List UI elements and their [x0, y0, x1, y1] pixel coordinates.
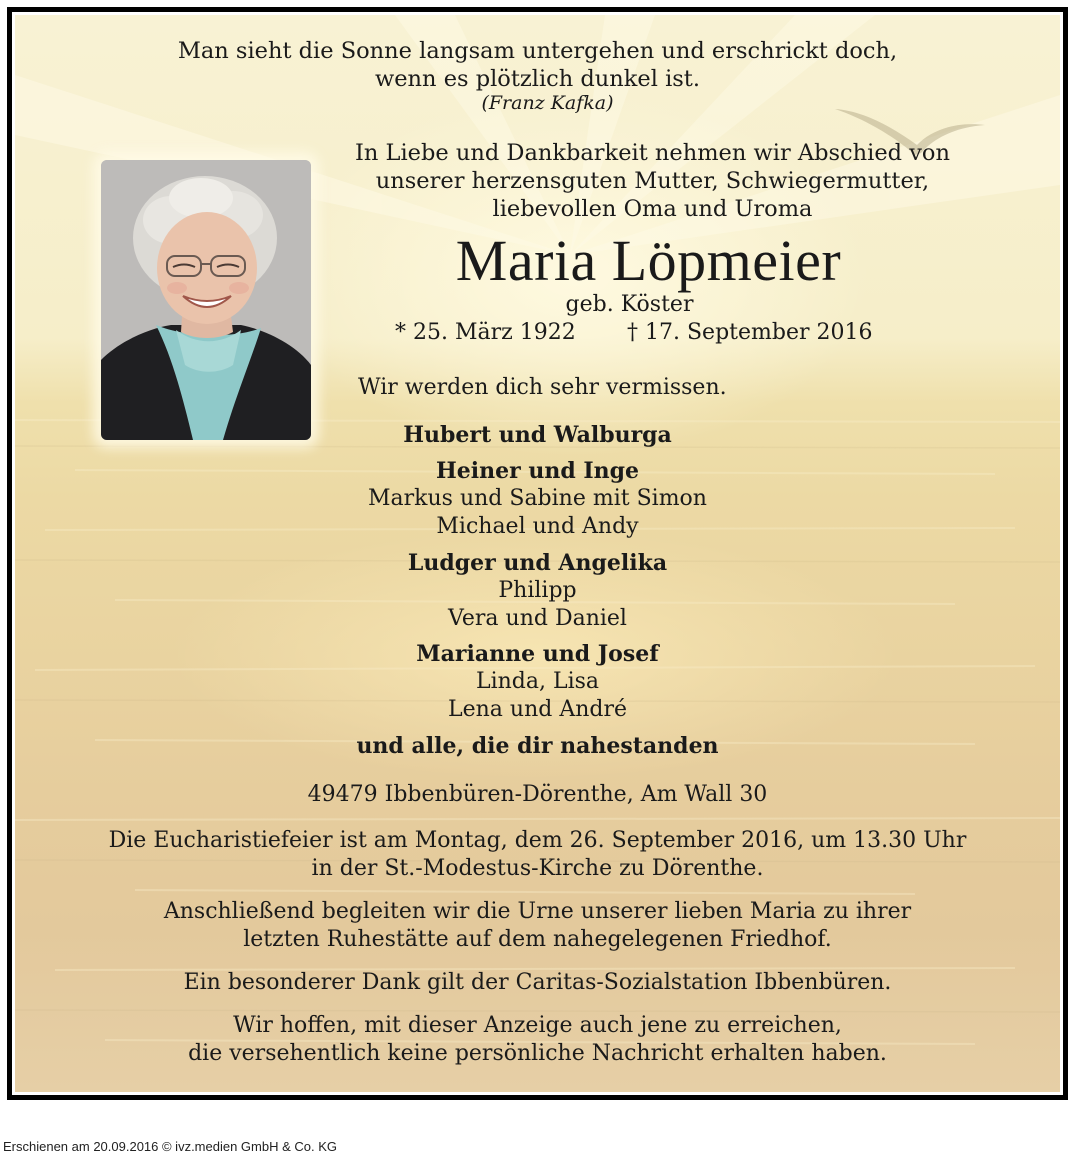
closing-family: und alle, die dir nahestanden [356, 733, 719, 759]
family-head: Hubert und Walburga [403, 422, 672, 448]
intro-line-3: liebevollen Oma und Uroma [492, 196, 813, 222]
thanks-line: Ein besonderer Dank gilt der Caritas-Sozialstation Ibbenbüren. [183, 970, 892, 995]
notice-line-2: die versehentlich keine persönliche Nachricht erhalten haben. [188, 1041, 887, 1066]
sunset-background [15, 15, 1060, 1092]
quote-author: (Franz Kafka) [481, 92, 614, 114]
family-head: Ludger und Angelika [407, 550, 668, 576]
family-head: Heiner und Inge [435, 458, 640, 484]
deceased-name: Maria Löpmeier [455, 228, 842, 293]
family-member: Markus und Sabine mit Simon [368, 486, 707, 511]
family-member: Lena und André [448, 697, 627, 722]
miss-line: Wir werden dich sehr vermissen. [358, 375, 727, 400]
burial-line-1: Anschließend begleiten wir die Urne unserer lieben Maria zu ihrer [163, 899, 912, 924]
birth-date: * 25. März 1922 [395, 320, 576, 345]
intro-line-2: unserer herzensguten Mutter, Schwiegermutter, [375, 168, 930, 194]
family-member: Michael und Andy [436, 514, 639, 539]
death-date: † 17. September 2016 [627, 320, 873, 345]
family-member: Philipp [498, 578, 577, 603]
quote-line-1: Man sieht die Sonne langsam untergehen und erschrickt doch, [177, 38, 898, 64]
family-head: Marianne und Josef [416, 641, 659, 667]
family-member: Vera und Daniel [448, 606, 627, 631]
intro-line-1: In Liebe und Dankbarkeit nehmen wir Abschied von [355, 140, 950, 166]
burial-line-2: letzten Ruhestätte auf dem nahegelegenen Friedhof. [243, 927, 832, 952]
service-line-2: in der St.-Modestus-Kirche zu Dörenthe. [311, 856, 764, 881]
maiden-name: geb. Köster [565, 292, 694, 317]
quote-line-2: wenn es plötzlich dunkel ist. [374, 66, 701, 92]
notice-frame-inner [12, 12, 1063, 1095]
publication-footer: Erschienen am 20.09.2016 © ivz.medien GmbH & Co. KG [3, 1139, 338, 1154]
family-member: Linda, Lisa [475, 669, 600, 694]
service-line-1: Die Eucharistiefeier ist am Montag, dem 26. September 2016, um 13.30 Uhr [108, 828, 967, 853]
address: 49479 Ibbenbüren-Dörenthe, Am Wall 30 [307, 782, 768, 807]
notice-frame [7, 7, 1068, 1100]
notice-line-1: Wir hoffen, mit dieser Anzeige auch jene zu erreichen, [233, 1013, 842, 1038]
